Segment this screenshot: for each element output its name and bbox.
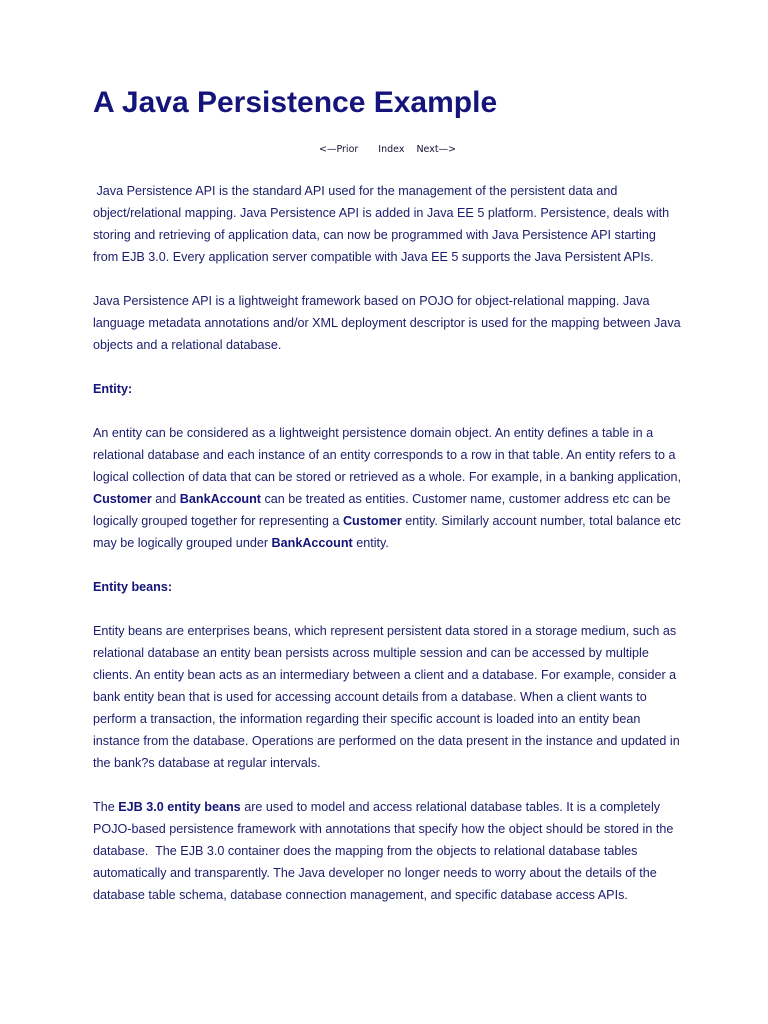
customer-term: Customer <box>93 492 152 506</box>
framework-paragraph: Java Persistence API is a lightweight framework based on POJO for object-relational mapping. Java language metadata annotations and/or XML deployment descriptor is used for the mapping between Java objects and a relational database. <box>93 294 681 352</box>
article-body <box>93 180 683 928</box>
page-navigation <box>319 144 456 155</box>
entity-beans-heading: Entity beans: <box>93 580 173 594</box>
index-link[interactable]: Index <box>378 144 405 155</box>
prior-link[interactable]: <—Prior <box>319 144 359 155</box>
next-link[interactable]: Next—> <box>416 144 457 155</box>
entity-heading: Entity: <box>93 382 133 396</box>
page-title: A Java Persistence Example <box>93 86 498 119</box>
entity-beans-paragraph: Entity beans are enterprises beans, which represent persistent data stored in a storage medium, such as relational database an entity bean persists across multiple session and can be accessed by multiple clients. An entity bean acts as an intermediary between a client and a database. For example, consider a bank entity bean that is used for accessing account details from a database. When a client wants to perform a transaction, the information regarding their specific account is loaded into an entity bean instance from the database. Operations are performed on the data present in the instance and updated in the bank?s database at regular intervals. <box>93 624 680 770</box>
bankaccount-term: BankAccount <box>179 492 261 506</box>
intro-paragraph: Java Persistence API is the standard API used for the management of the persistent data and object/relational mapping. Java Persistence API is added in Java EE 5 platform. Persistence, deals with storing and retrieving of application data, can now be programmed with Java Persistence API starting from EJB 3.0. Every application server compatible with Java EE 5 supports the Java Persistent APIs. <box>93 184 673 264</box>
customer-term: Customer <box>342 514 402 528</box>
bankaccount-term: BankAccount <box>271 536 353 550</box>
ejb-paragraph: The EJB 3.0 entity beans are used to model and access relational database tables. It is a completely POJO-based persistence framework with annotations that specify how the object should be stored in the database. The EJB 3.0 container does the mapping from the objects to relational database tables automatically and transparently. The Java developer no longer needs to worry about the details of the database table schema, database connection management, and specific database access APIs. <box>93 800 677 902</box>
ejb-entity-beans-term: EJB 3.0 entity beans <box>118 800 241 814</box>
entity-paragraph: An entity can be considered as a lightweight persistence domain object. An entity defines a table in a relational database and each instance of an entity corresponds to a row in that table. An entity refers to a logical collection of data that can be stored or retrieved as a whole. For example, in a banking application, Customer and BankAccount can be treated as entities. Customer name, customer address etc can be logically grouped together for representing a Customer entity. Similarly account number, total balance etc may be logically grouped under BankAccount entity. <box>93 426 682 550</box>
